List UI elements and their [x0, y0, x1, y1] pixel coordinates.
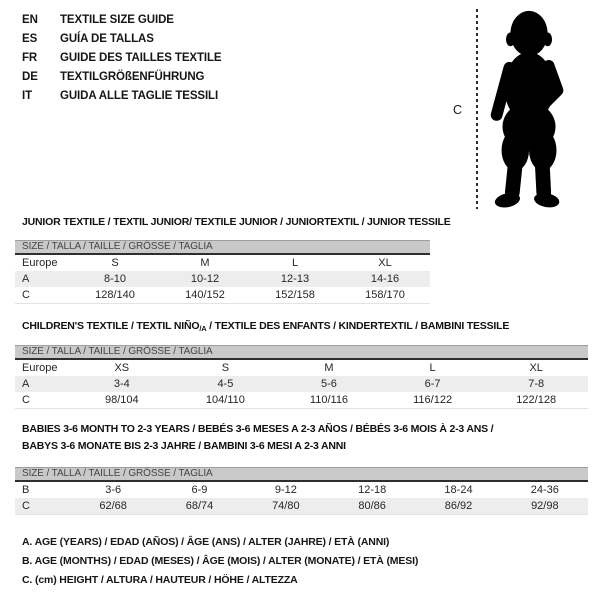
table-cell: L: [291, 257, 299, 269]
table-cell: 9-12: [274, 484, 297, 496]
section-heading: [22, 421, 493, 455]
table-cell: 5-6: [321, 378, 337, 390]
table-cell: 12-18: [358, 484, 387, 496]
section-heading: [22, 318, 509, 337]
heading-line: BABIES 3-6 MONTH TO 2-3 YEARS / BEBÉS 3-6 MESES A 2-3 AÑOS / BÉBÉS 3-6 MOIS À 2-3 ANS /: [22, 423, 494, 435]
table-cell: L: [429, 362, 436, 374]
row-label: Europe: [22, 362, 58, 374]
table-cell: 10-12: [190, 273, 220, 285]
size-bar: SIZE / TALLA / TAILLE / GRÖSSE / TAGLIA: [15, 240, 430, 255]
language-list: [22, 11, 222, 106]
lang-label: GUIDE DES TAILLES TEXTILE: [60, 52, 222, 64]
lang-code: EN: [22, 14, 38, 26]
table-row: [15, 392, 588, 408]
table-row: [15, 482, 588, 498]
row-label: C: [22, 394, 30, 406]
table-cell: XL: [529, 362, 543, 374]
table-cell: S: [221, 362, 230, 374]
table-cell: 92/98: [531, 500, 559, 512]
table-cell: 14-16: [370, 273, 400, 285]
size-bar: SIZE / TALLA / TAILLE / GRÖSSE / TAGLIA: [15, 467, 588, 482]
table-cell: 4-5: [217, 378, 234, 390]
junior-size-table: [15, 240, 430, 304]
table-cell: 3-6: [105, 484, 122, 496]
section-heading: JUNIOR TEXTILE / TEXTIL JUNIOR/ TEXTILE JUNIOR / JUNIORTEXTIL / JUNIOR TESSILE: [22, 216, 451, 228]
table-row: [15, 498, 588, 514]
language-row: [22, 11, 222, 30]
table-row: [15, 271, 430, 287]
table-cell: 74/80: [272, 500, 300, 512]
table-cell: 12-13: [280, 273, 310, 285]
lang-code: FR: [22, 52, 38, 64]
heading-subscript: /A: [199, 324, 207, 333]
table-cell: 158/170: [365, 289, 405, 301]
height-label: C: [453, 103, 463, 117]
table-cell: 80/86: [358, 500, 386, 512]
footnote-a: A. AGE (YEARS) / EDAD (AÑOS) / ÂGE (ANS) / ALTER (JAHRE) / ETÀ (ANNI): [22, 536, 390, 548]
table-cell: 7-8: [528, 378, 545, 390]
lang-label: TEXTILGRÖßENFÜHRUNG: [60, 71, 205, 83]
lang-label: GUIDA ALLE TAGLIE TESSILI: [60, 90, 219, 102]
language-row: [22, 87, 222, 106]
table-cell: 98/104: [104, 394, 139, 406]
row-label: C: [22, 500, 30, 512]
footnotes: [22, 533, 418, 590]
table-cell: 3-4: [113, 378, 130, 390]
table-cell: 68/74: [185, 500, 214, 512]
language-row: [22, 30, 222, 49]
language-row: [22, 49, 222, 68]
table-cell: 152/158: [275, 289, 315, 301]
height-measure-line: [476, 9, 478, 209]
heading-part: CHILDREN'S TEXTILE / TEXTIL NIÑO: [22, 320, 200, 332]
table-cell: 18-24: [444, 484, 473, 496]
footnote-c: C. (cm) HEIGHT / ALTURA / HAUTEUR / HÖHE / ALTEZZA: [22, 574, 298, 586]
table-row: [15, 376, 588, 392]
table-cell: 128/140: [95, 289, 135, 301]
table-cell: 62/68: [99, 500, 127, 512]
lang-code: IT: [22, 90, 33, 102]
heading-line: BABYS 3-6 MONATE BIS 2-3 JAHRE / BAMBINI 3-6 MESI A 2-3 ANNI: [22, 440, 346, 452]
size-bar: SIZE / TALLA / TAILLE / GRÖSSE / TAGLIA: [15, 345, 588, 360]
baby-silhouette: [484, 7, 576, 213]
table-cell: M: [324, 362, 334, 374]
table-cell: 86/92: [444, 500, 473, 512]
table-cell: 110/116: [309, 394, 349, 406]
babies-size-table: [15, 467, 588, 515]
table-cell: XL: [378, 257, 392, 269]
table-cell: 8-10: [103, 273, 127, 285]
row-label: Europe: [22, 257, 58, 269]
table-cell: 24-36: [530, 484, 559, 496]
row-label: B: [22, 484, 30, 496]
lang-code: DE: [22, 71, 38, 83]
table-cell: 140/152: [185, 289, 225, 301]
table-cell: 6-7: [424, 378, 441, 390]
table-cell: 6-9: [191, 484, 208, 496]
table-cell: XS: [114, 362, 130, 374]
lang-label: GUÍA DE TALLAS: [60, 33, 154, 45]
lang-code: ES: [22, 33, 38, 45]
baby-figure: [450, 5, 585, 215]
children-size-table: [15, 345, 588, 409]
row-label: A: [22, 378, 30, 390]
lang-label: TEXTILE SIZE GUIDE: [60, 14, 174, 26]
table-cell: S: [111, 257, 119, 269]
row-label: C: [22, 289, 30, 301]
footnote-b: B. AGE (MONTHS) / EDAD (MESES) / ÂGE (MOIS) / ALTER (MONATE) / ETÀ (MESI): [22, 555, 419, 567]
row-label: A: [22, 273, 30, 285]
heading-part: / TEXTILE DES ENFANTS / KINDERTEXTIL / BAMBINI TESSILE: [206, 320, 510, 332]
table-header-row: [15, 360, 588, 376]
table-cell: M: [200, 257, 210, 269]
table-cell: 122/128: [516, 394, 557, 406]
table-cell: 104/110: [205, 394, 245, 406]
table-header-row: [15, 255, 430, 271]
table-row: [15, 287, 430, 303]
table-cell: 116/122: [413, 394, 453, 406]
language-row: [22, 68, 222, 87]
